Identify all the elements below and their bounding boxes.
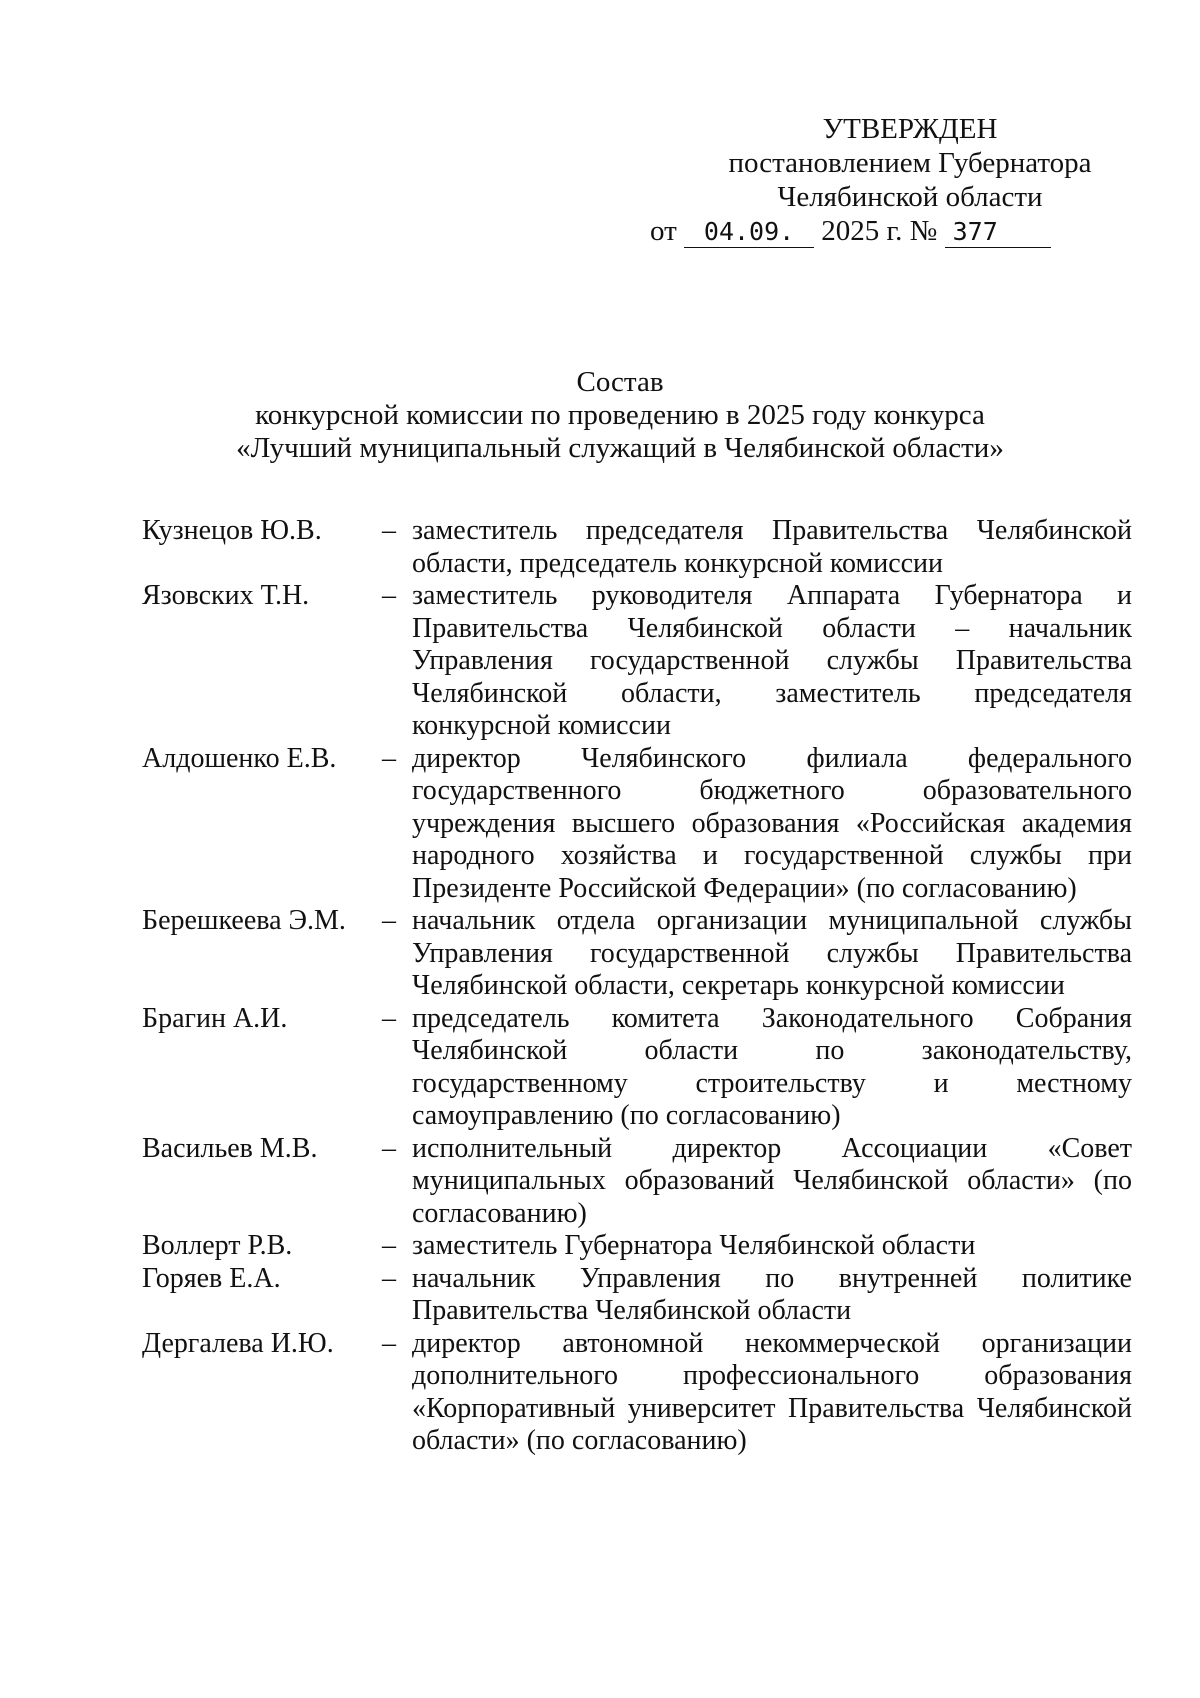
- member-role: начальник Управления по внутренней политике Правительства Челябинской области: [412, 1262, 1132, 1326]
- member-role: директор автономной некоммерческой организации дополнительного профессионального образования «Корпоративный университет Правительства Челябинской области» (по согласованию): [412, 1327, 1132, 1456]
- member-dash: –: [382, 515, 396, 546]
- member-role: исполнительный директор Ассоциации «Совет муниципальных образований Челябинской области» (по согласованию): [412, 1132, 1132, 1229]
- approval-year-text: 2025 г. №: [821, 215, 938, 247]
- member-role: заместитель руководителя Аппарата Губернатора и Правительства Челябинской области – начальник Управления государственной службы Правительства Челябинской области, заместитель председателя конкурсной комиссии: [412, 580, 1132, 741]
- member-dash: –: [382, 1327, 396, 1359]
- approval-number: 377: [945, 217, 1051, 248]
- approval-stamp-block: [650, 112, 1120, 248]
- approval-heading: УТВЕРЖДЕН: [822, 113, 998, 145]
- member-name: Кузнецов Ю.В.: [142, 515, 322, 546]
- member-name: Алдошенко Е.В.: [142, 742, 337, 774]
- member-dash: –: [382, 1262, 396, 1294]
- member-name: Брагин А.И.: [142, 1002, 288, 1034]
- member-role: начальник отдела организации муниципальной службы Управления государственной службы Правительства Челябинской области, секретарь конкурсной комиссии: [412, 905, 1132, 1001]
- member-dash: –: [382, 905, 396, 936]
- commission-members-list: [142, 515, 1132, 1458]
- member-row: [142, 1328, 1132, 1458]
- approval-date-line: [650, 214, 1120, 248]
- approval-line-2: Челябинской области: [777, 181, 1043, 213]
- member-row: [142, 905, 1132, 1003]
- member-name: Горяев Е.А.: [142, 1262, 281, 1294]
- approval-prefix: от: [650, 215, 677, 247]
- member-dash: –: [382, 1132, 396, 1164]
- title-line-3: «Лучший муниципальный служащий в Челябинской области»: [236, 432, 1004, 464]
- member-dash: –: [382, 742, 396, 774]
- member-row: [142, 1133, 1132, 1231]
- member-row: [142, 515, 1132, 580]
- member-row: [142, 1230, 1132, 1263]
- member-row: [142, 580, 1132, 743]
- approval-line-1: постановлением Губернатора: [728, 147, 1092, 179]
- member-role: председатель комитета Законодательного Собрания Челябинской области по законодательству, государственному строительству и местному самоуправлению (по согласованию): [412, 1002, 1132, 1131]
- member-row: [142, 743, 1132, 906]
- title-line-1: Состав: [576, 366, 664, 398]
- member-role: заместитель председателя Правительства Челябинской области, председатель конкурсной комиссии: [412, 515, 1132, 579]
- member-name: Берешкеева Э.М.: [142, 905, 346, 936]
- member-name: Воллерт Р.В.: [142, 1230, 293, 1261]
- document-title: [160, 366, 1080, 465]
- member-dash: –: [382, 580, 396, 611]
- member-name: Васильев М.В.: [142, 1132, 318, 1164]
- title-line-2: конкурсной комиссии по проведению в 2025 году конкурса: [255, 399, 985, 431]
- member-role: заместитель Губернатора Челябинской области: [412, 1230, 976, 1261]
- member-name: Язовских Т.Н.: [142, 580, 310, 611]
- member-role: директор Челябинского филиала федерального государственного бюджетного образовательного учреждения высшего образования «Российская академия народного хозяйства и государственной службы при Президенте Российской Федерации» (по согласованию): [412, 742, 1132, 904]
- member-row: [142, 1003, 1132, 1133]
- member-dash: –: [382, 1230, 396, 1261]
- member-dash: –: [382, 1002, 396, 1034]
- member-name: Дергалева И.Ю.: [142, 1327, 334, 1359]
- member-row: [142, 1263, 1132, 1328]
- approval-date: 04.09.: [684, 217, 814, 248]
